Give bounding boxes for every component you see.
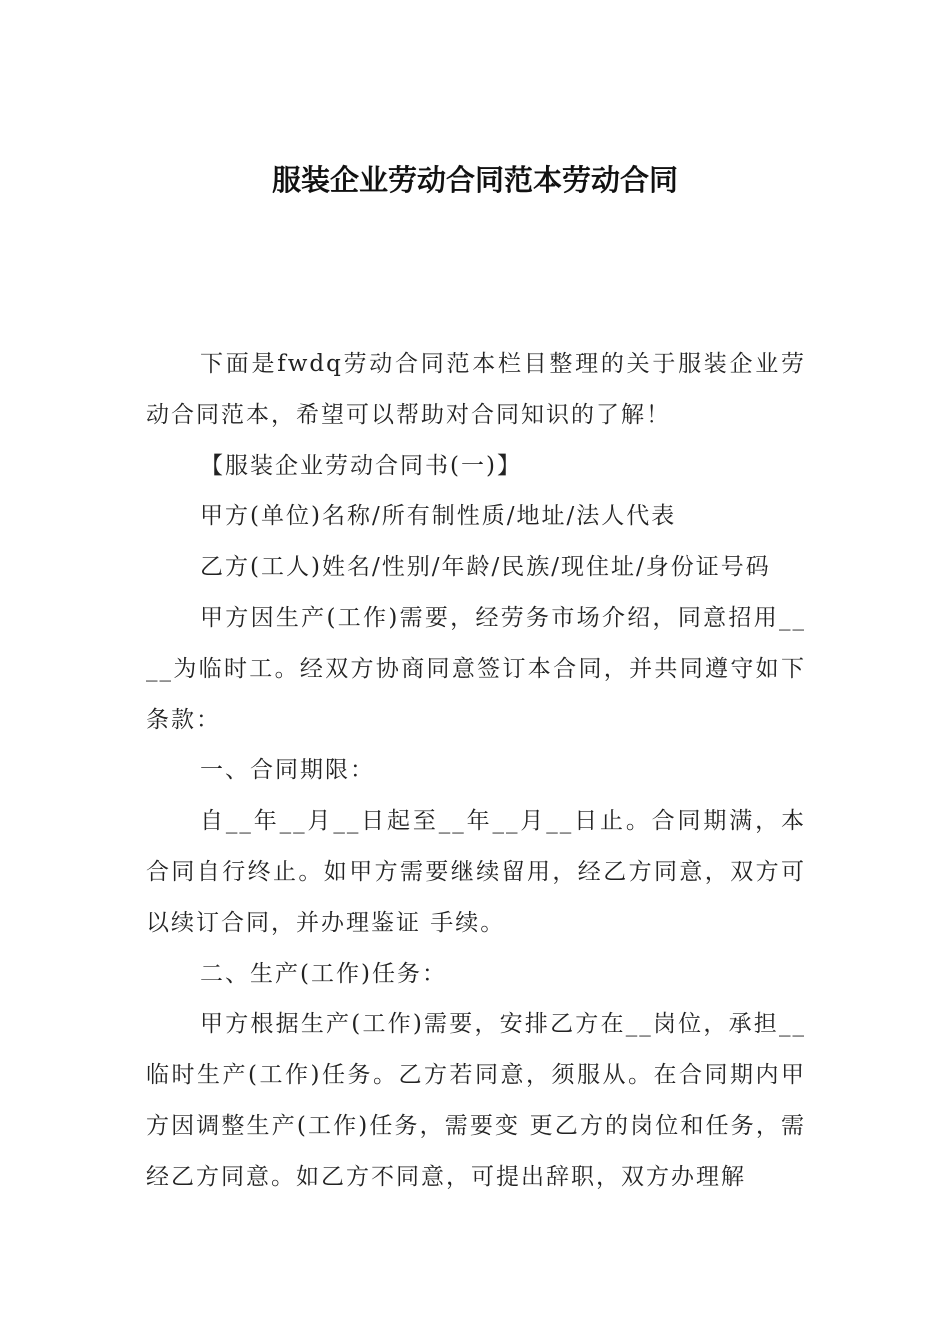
tasks-paragraph: 甲方根据生产(工作)需要，安排乙方在__岗位，承担__临时生产(工作)任务。乙方若同意，须服从。在合同期内甲方因调整生产(工作)任务，需要变 更乙方的岗位和任务，需经乙方同意。如乙方不同意，可提出辞职，双方办理解	[146, 1011, 806, 1190]
party-a-line: 甲方(单位)名称/所有制性质/地址/法人代表	[200, 503, 677, 530]
document-title: 服装企业劳动合同范本劳动合同	[271, 163, 678, 197]
intro-paragraph: 下面是fwdq劳动合同范本栏目整理的关于服装企业劳动合同范本，希望可以帮助对合同知识的了解！	[146, 351, 806, 428]
party-b-line: 乙方(工人)姓名/性别/年龄/民族/现住址/身份证号码	[200, 554, 771, 581]
hiring-paragraph: 甲方因生产(工作)需要，经劳务市场介绍，同意招用____为临时工。经双方协商同意签订本合同，并共同遵守如下条款：	[146, 604, 806, 733]
clause-heading-tasks: 二、生产(工作)任务：	[200, 960, 447, 987]
document-body	[146, 339, 806, 1203]
term-paragraph: 自__年__月__日起至__年__月__日止。合同期满，本合同自行终止。如甲方需要继续留用，经乙方同意，双方可以续订合同，并办理鉴证 手续。	[146, 808, 806, 936]
clause-heading-term: 一、合同期限：	[200, 757, 375, 784]
section-heading: 【服装企业劳动合同书(一)】	[200, 452, 522, 479]
